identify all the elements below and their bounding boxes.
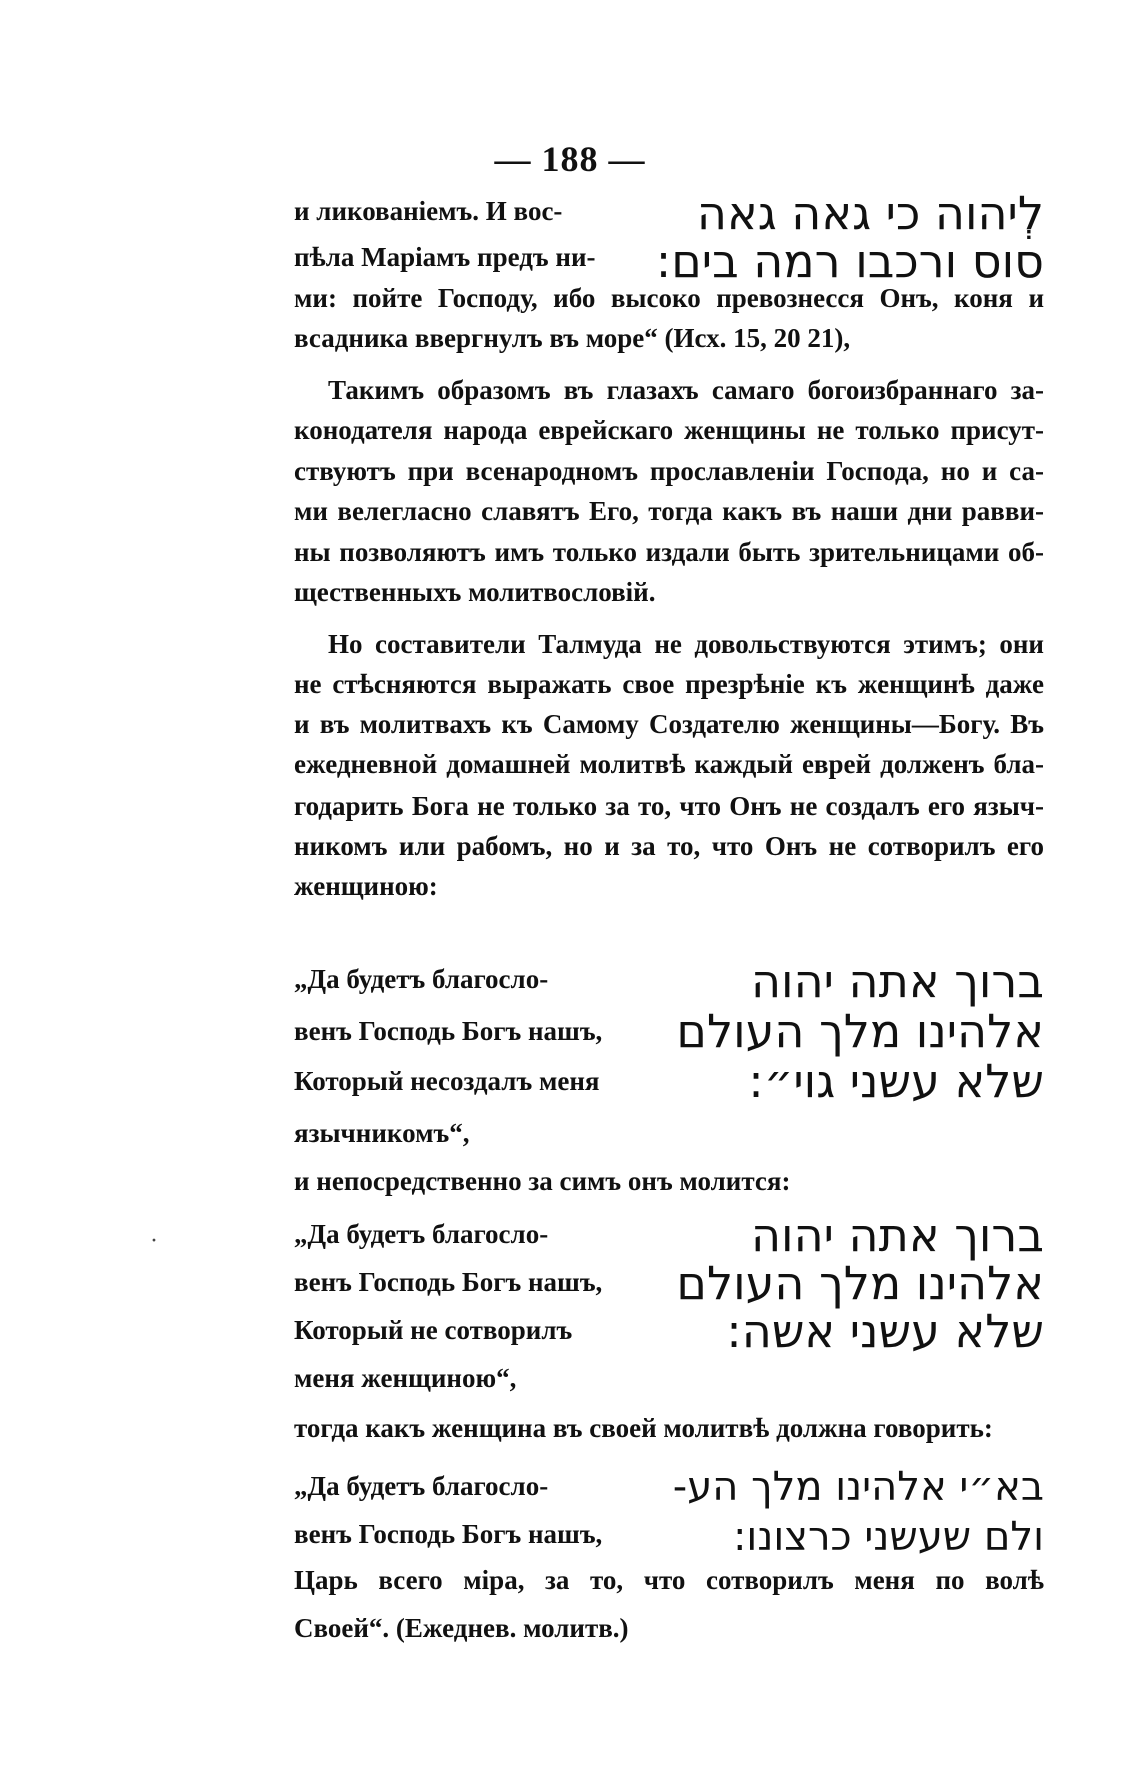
paragraph-line: годарить Бога не только за то, что Онъ не создалъ его языч- [294,791,1044,821]
hebrew-blessing-line: אלהינו מלך העולם [676,1256,1044,1310]
paragraph-line: женщиною: [294,871,438,901]
hebrew-song-line: לְיהוה כי גאה גאה [696,186,1044,240]
paragraph-line: Такимъ образомъ въ глазахъ самаго богоизбраннаго за- [328,375,1044,405]
hebrew-blessing-line: ברוך אתה יהוה [750,1208,1044,1262]
paragraph-line: Своей“. (Ежеднев. молитв.) [294,1613,629,1643]
hebrew-blessing-line: בא״י אלהינו מלך הע- [672,1464,1044,1510]
blessing-ru-line: Который несоздалъ меня [294,1066,600,1096]
paragraph-line: не стѣсняются выражать свое презрѣніе къ женщинѣ даже [294,669,1044,699]
blessing-ru-line: меня женщиною“, [294,1363,517,1393]
hebrew-song-line: סוס ורכבו רמה בים: [655,234,1044,288]
connecting-line: тогда какъ женщина въ своей молитвѣ должна говорить: [294,1413,993,1443]
paragraph-line: всадника ввергнулъ въ море“ (Исх. 15, 20 21), [294,323,851,353]
song-ru-line: пѣла Маріамъ предъ ни- [294,242,596,272]
blessing-ru-line: Который не сотворилъ [294,1315,573,1345]
paragraph-line: ми велегласно славятъ Его, тогда какъ въ наши дни равви- [294,496,1044,526]
paragraph-line: ежедневной домашней молитвѣ каждый еврей долженъ бла- [294,749,1044,779]
paragraph-line: ствуютъ при всенародномъ прославленіи Господа, но и са- [294,456,1044,486]
connecting-line: и непосредственно за симъ онъ молится: [294,1166,791,1196]
paragraph-line: щественныхъ молитвословій. [294,577,656,607]
blessing-ru-line: язычникомъ“, [294,1118,470,1148]
blessing-ru-line: „Да будетъ благосло- [294,1471,549,1501]
paragraph-line: ны позволяютъ имъ только издали быть зрительницами об- [294,537,1044,567]
paragraph-line: ми: пойте Господу, ибо высоко превознесся Онъ, коня и [294,283,1044,313]
blessing-ru-line: венъ Господь Богъ нашъ, [294,1267,603,1297]
paragraph-line: никомъ или рабомъ, но и за то, что Онъ не сотворилъ его [294,831,1044,861]
blessing-ru-line: венъ Господь Богъ нашъ, [294,1016,603,1046]
scan-speck: · [150,1228,158,1254]
paragraph-line: Царь всего міра, за то, что сотворилъ меня по волѣ [294,1565,1044,1595]
hebrew-blessing-line: ברוך אתה יהוה [750,954,1044,1008]
paragraph-line: Но составители Талмуда не довольствуются этимъ; они [328,629,1044,659]
page-number: — 188 — [494,139,646,179]
hebrew-blessing-line: ולם שעשני כרצונו: [732,1514,1044,1560]
blessing-ru-line: „Да будетъ благосло- [294,964,549,994]
hebrew-blessing-line: אלהינו מלך העולם [676,1004,1044,1058]
hebrew-blessing-line: שלא עשני גוי״: [748,1054,1044,1108]
paragraph-line: и въ молитвахъ къ Самому Создателю женщины—Богу. Въ [294,709,1044,739]
song-ru-line: и ликованіемъ. И вос- [294,196,563,226]
blessing-ru-line: венъ Господь Богъ нашъ, [294,1519,603,1549]
blessing-ru-line: „Да будетъ благосло- [294,1219,549,1249]
hebrew-blessing-line: שלא עשני אשה: [726,1304,1044,1358]
paragraph-line: конодателя народа еврейскаго женщины не только присут- [294,415,1044,445]
